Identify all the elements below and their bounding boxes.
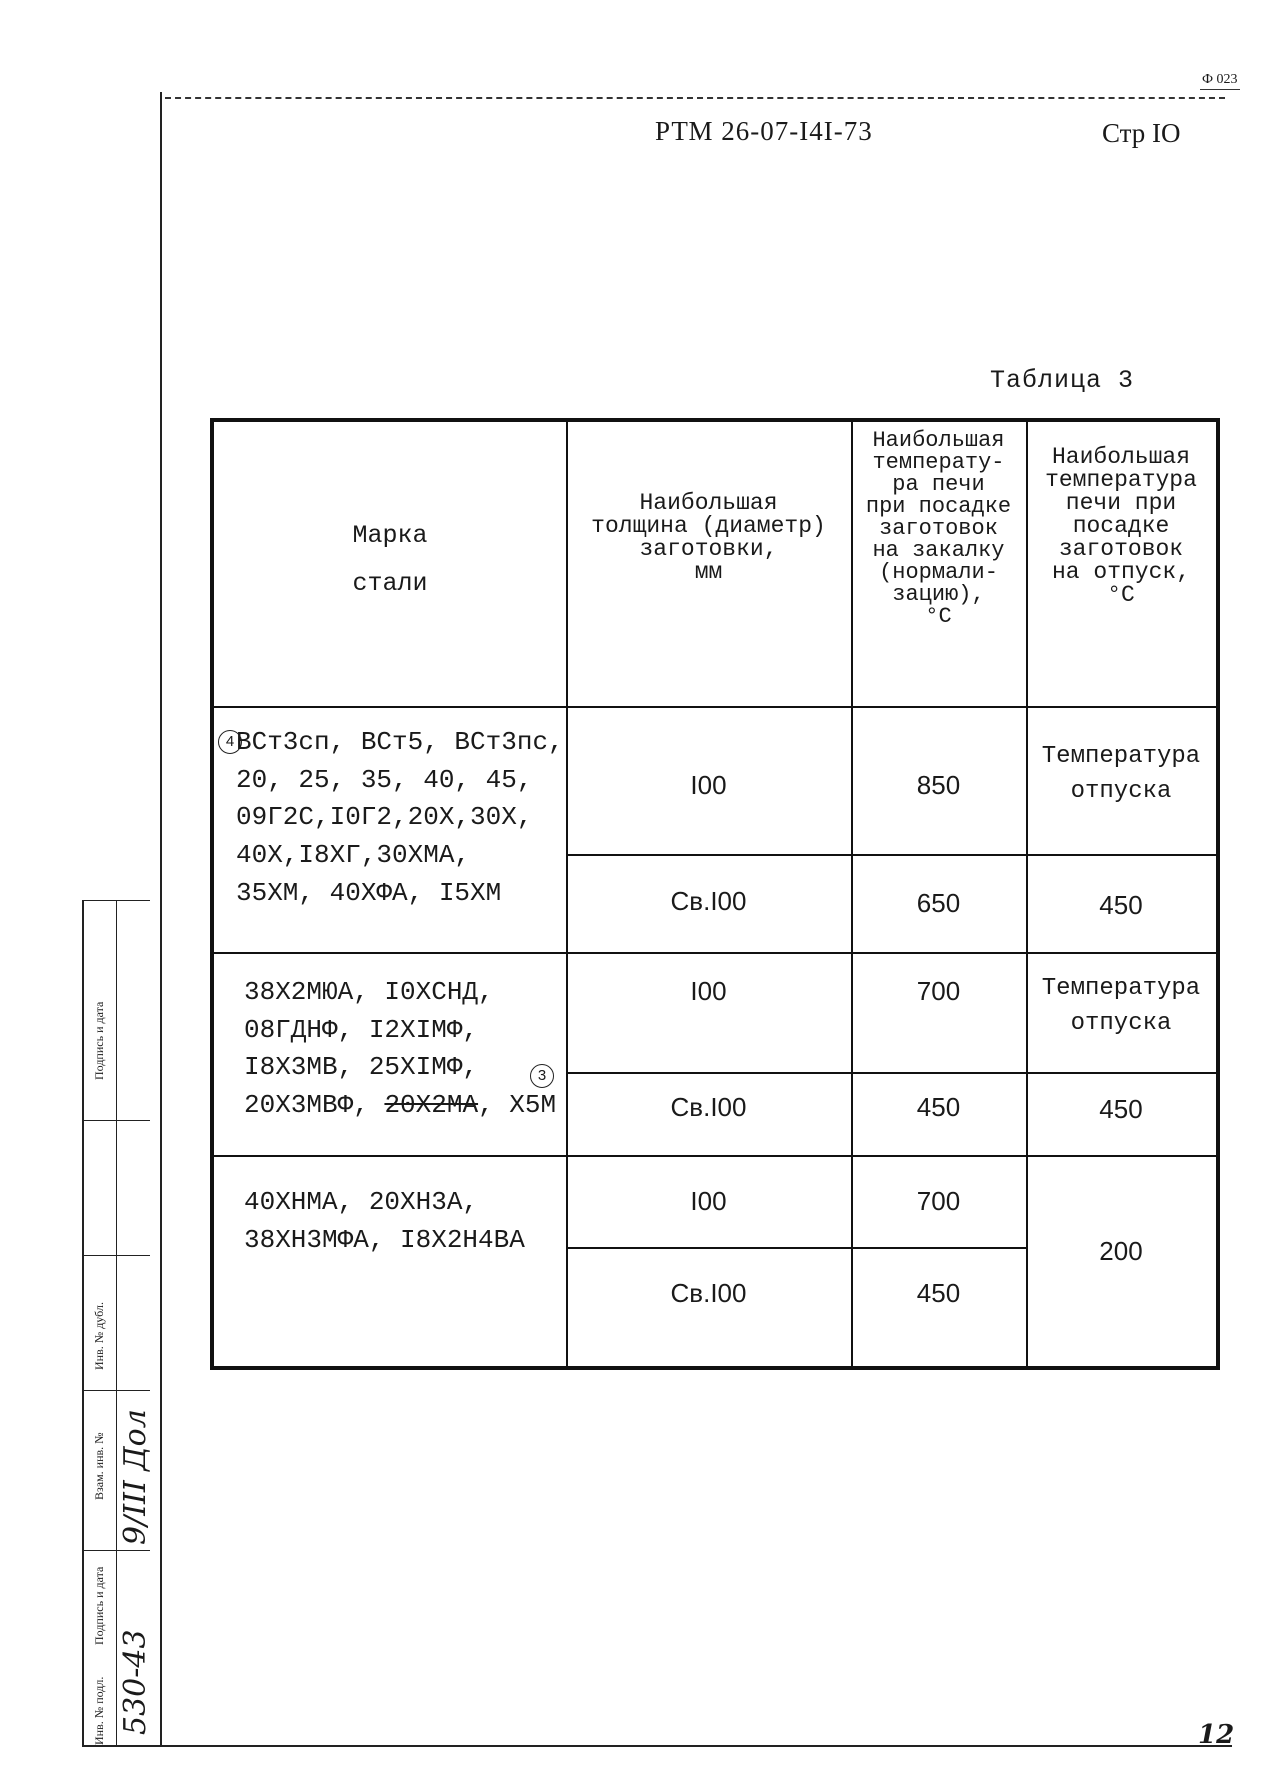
stamp-line bbox=[84, 1550, 150, 1551]
header-temper-temperature: Наибольшая температура печи при посадке заготовок на отпуск, °С bbox=[1045, 444, 1197, 608]
steel-temperature-table bbox=[210, 418, 1220, 1370]
row-divider bbox=[566, 1247, 1026, 1249]
signature-date-handwritten: 9/III Дол bbox=[118, 1409, 153, 1545]
steel-grades-group-3: 40ХНМА, 20ХН3А, 38ХН3МФА, I8Х2Н4ВА bbox=[244, 1187, 525, 1255]
inventory-number-handwritten: 530-43 bbox=[118, 1629, 153, 1735]
quench-temp-g1-r2: 650 bbox=[916, 888, 961, 918]
form-code: Ф 023 bbox=[1200, 72, 1240, 90]
steel-grades-group-2: 38Х2МЮА, I0ХСНД, 08ГДНФ, I2ХIМФ, I8Х3МВ, 25ХIМФ, 20Х3МВФ, 20Х2МА, Х5М bbox=[244, 977, 557, 1121]
frame-bottom-border bbox=[82, 1745, 1232, 1747]
quench-temp-g2-r1: 700 bbox=[916, 976, 961, 1006]
stamp-line bbox=[84, 900, 150, 901]
margin-stamp bbox=[82, 900, 153, 1745]
thickness-g2-r1: I00 bbox=[690, 976, 727, 1006]
document-code: РТМ 26-07-I4I-73 bbox=[655, 116, 873, 146]
stamp-label-replace-inv: Взам. инв. № bbox=[92, 1432, 106, 1500]
row-divider bbox=[566, 1072, 1216, 1074]
group-divider bbox=[214, 1155, 1216, 1157]
steel-grades-group-1: ВСт3сп, ВСт5, ВСт3пс, 20, 25, 35, 40, 45, 09Г2С,I0Г2,20Х,30Х, 40Х,I8ХГ,30ХМА, 35ХМ, 40ХФА, I5ХМ bbox=[236, 727, 564, 908]
thickness-g3-r1: I00 bbox=[690, 1186, 727, 1216]
change-mark-3: 3 bbox=[530, 1064, 554, 1088]
quench-temp-g3-r2: 450 bbox=[916, 1278, 961, 1308]
header-steel-grade: Марка стали bbox=[352, 521, 428, 598]
stamp-line bbox=[84, 1255, 150, 1256]
temper-temp-g2-r2: 450 bbox=[1099, 1094, 1143, 1124]
temper-temp-g1-r2: 450 bbox=[1099, 890, 1143, 920]
thickness-g1-r1: I00 bbox=[690, 770, 727, 800]
stamp-divider bbox=[116, 900, 117, 1745]
steel-grades-group-2-main: 38Х2МЮА, I0ХСНД, 08ГДНФ, I2ХIМФ, I8Х3МВ, 25ХIМФ, 20Х3МВФ, bbox=[244, 977, 494, 1121]
quench-temp-g1-r1: 850 bbox=[916, 770, 961, 800]
thickness-g1-r2: Св.I00 bbox=[670, 886, 747, 916]
change-mark-4: 4 bbox=[218, 730, 242, 754]
temper-temp-g2-r1: Температура отпуска bbox=[1041, 975, 1201, 1037]
row-divider bbox=[566, 854, 1216, 856]
steel-grade-struck: 20Х2МА bbox=[384, 1090, 479, 1121]
top-dashed-rule bbox=[165, 97, 1225, 99]
group-divider bbox=[214, 952, 1216, 954]
header-quench-temperature: Наибольшая температу- ра печи при посадке заготовок на закалку (нормали- зацию), °С bbox=[865, 428, 1012, 629]
stamp-label-inv-orig: Инв. № подл. bbox=[92, 1676, 106, 1745]
stamp-label-inv-dup: Инв. № дубл. bbox=[92, 1302, 106, 1370]
stamp-label-sign-date-2: Подпись и дата bbox=[92, 1001, 106, 1080]
page-number: Стр IO bbox=[1102, 118, 1181, 148]
quench-temp-g3-r1: 700 bbox=[916, 1186, 961, 1216]
corner-page-number: 12 bbox=[1198, 1720, 1235, 1750]
header-thickness: Наибольшая толщина (диаметр) заготовки, мм bbox=[591, 490, 826, 585]
header-divider bbox=[214, 706, 1216, 708]
steel-grade-added: Х5М bbox=[509, 1090, 557, 1121]
quench-temp-g2-r2: 450 bbox=[916, 1092, 961, 1122]
stamp-line bbox=[84, 1120, 150, 1121]
frame-left-border bbox=[160, 92, 162, 1747]
thickness-g2-r2: Св.I00 bbox=[670, 1092, 747, 1122]
temper-temp-g1-r1: Температура отпуска bbox=[1041, 743, 1201, 805]
stamp-line bbox=[84, 1390, 150, 1391]
table-caption: Таблица 3 bbox=[990, 366, 1135, 395]
stamp-label-sign-date-1: Подпись и дата bbox=[92, 1566, 106, 1645]
temper-temp-g3: 200 bbox=[1099, 1236, 1143, 1266]
thickness-g3-r2: Св.I00 bbox=[670, 1278, 747, 1308]
